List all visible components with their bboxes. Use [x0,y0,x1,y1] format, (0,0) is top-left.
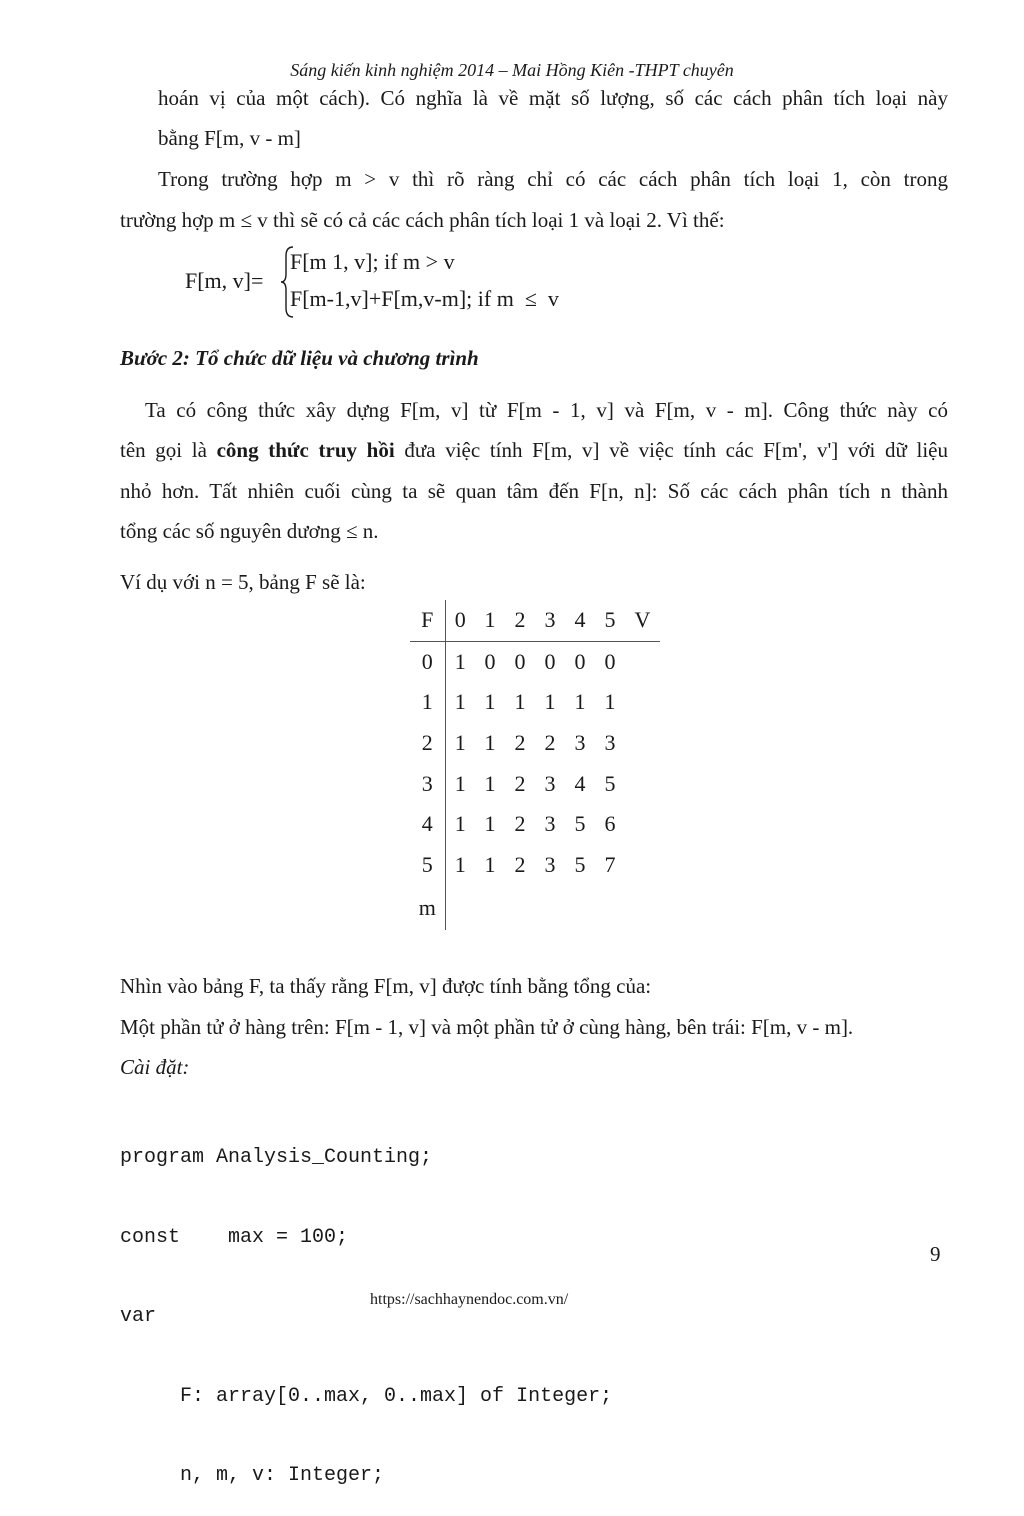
para1-line1: hoán vị của một cách). Có nghĩa là về mặt số lượng, số các cách phân tích loại này [158,86,948,110]
para2-line2: trường hợp m ≤ v thì sẽ có cả các cách phân tích loại 1 và loại 2. Vì thế: [120,208,725,232]
col-header: 0 [454,607,466,633]
table-row [410,682,660,723]
table-cell: 1 [484,730,496,756]
recurrence-term: công thức truy hồi [216,438,395,462]
table-cell: 5 [574,811,586,837]
table-cell: 5 [574,851,586,877]
code-line: program Analysis_Counting; [120,1146,433,1169]
page-number: 9 [930,1242,941,1266]
col-axis-label: V [634,607,651,633]
table-cell: 3 [574,730,586,756]
table-cell: 1 [574,689,586,715]
table-cell: 1 [484,811,496,837]
col-header: 3 [544,607,556,633]
code-line: F: array[0..max, 0..max] of Integer; [120,1384,613,1408]
table-row [410,845,660,886]
table-cell: 3 [604,730,616,756]
formula-case1: F[m 1, v]; if m > v [290,249,455,274]
table-cell: 0 [544,648,556,674]
f-table [410,600,660,930]
table-cell: 2 [514,811,526,837]
table-cell: 7 [604,851,616,877]
row-label: 5 [410,845,445,886]
table-cell: 1 [454,689,466,715]
col-header: 1 [484,607,496,633]
col-header: 2 [514,607,526,633]
formula-lhs: F[m, v]= [185,268,264,293]
table-row [410,804,660,845]
table-cell: 1 [454,648,466,674]
table-cell: 2 [544,730,556,756]
table-cell: 1 [454,770,466,796]
table-cell: 3 [544,770,556,796]
table-corner: F [410,600,445,641]
para3-line4: tổng các số nguyên dương ≤ n. [120,519,379,543]
table-cell: 3 [544,851,556,877]
table-cell: 1 [454,851,466,877]
row-label: 0 [410,641,445,682]
para5: Một phần tử ở hàng trên: F[m - 1, v] và một phần tử ở cùng hàng, bên trái: F[m, v - m]. [120,1015,854,1039]
table-cell: 0 [574,648,586,674]
para4: Nhìn vào bảng F, ta thấy rằng F[m, v] được tính bằng tổng của: [120,974,652,998]
table-cell: 0 [514,648,526,674]
para2-line1: Trong trường hợp m > v thì rõ ràng chỉ có các cách phân tích loại 1, còn trong [158,167,948,191]
para3-line3: nhỏ hơn. Tất nhiên cuối cùng ta sẽ quan tâm đến F[n, n]: Số các cách phân tích n thành [120,479,948,503]
table-cell: 5 [604,770,616,796]
row-label: 2 [410,723,445,764]
col-header: 4 [574,607,586,633]
table-cell: 1 [544,689,556,715]
table-cell: 1 [604,689,616,715]
formula-case2: F[m-1,v]+F[m,v-m]; if m ≤ v [290,286,559,311]
table-cell: 1 [484,770,496,796]
code-line: var [120,1305,157,1328]
table-cell: 1 [454,811,466,837]
install-label: Cài đặt: [120,1055,190,1079]
table-cell: 2 [514,730,526,756]
table-row [410,763,660,804]
section-heading: Bước 2: Tổ chức dữ liệu và chương trình [120,346,479,370]
example-intro: Ví dụ với n = 5, bảng F sẽ là: [120,570,366,594]
table-cell: 0 [484,648,496,674]
table-cell: 3 [544,811,556,837]
code-line: const max = 100; [120,1225,349,1249]
table-cell: 4 [574,770,586,796]
row-label: 1 [410,682,445,723]
para3-line2-pre: tên gọi là [120,438,217,462]
col-header: 5 [604,607,616,633]
table-row [410,641,660,682]
para1-line2: bằng F[m, v - m] [158,126,301,150]
para3-line2-post: đưa việc tính F[m, v] về việc tính các F[m', v'] với dữ liệu [394,438,948,462]
table-cell: 2 [514,851,526,877]
table-cell: 0 [604,648,616,674]
table-header-row [410,600,660,641]
row-label: 4 [410,804,445,845]
table-cell: 1 [484,689,496,715]
table-cell: 1 [514,689,526,715]
para3-line2 [120,436,948,464]
para3-line1: Ta có công thức xây dựng F[m, v] từ F[m - 1, v] và F[m, v - m]. Công thức này có [145,398,948,422]
table-cell: 6 [604,811,616,837]
row-axis-label: m [410,885,445,930]
table-row-axis [410,885,660,930]
footer-url[interactable]: https://sachhaynendoc.com.vn/ [370,1291,569,1308]
table-cell: 2 [514,770,526,796]
code-line: n, m, v: Integer; [120,1464,385,1487]
page-header: Sáng kiến kinh nghiệm 2014 – Mai Hồng Kiên -THPT chuyên [290,60,734,80]
table-cell: 1 [484,851,496,877]
row-label: 3 [410,763,445,804]
table-cell: 1 [454,730,466,756]
table-row [410,723,660,764]
